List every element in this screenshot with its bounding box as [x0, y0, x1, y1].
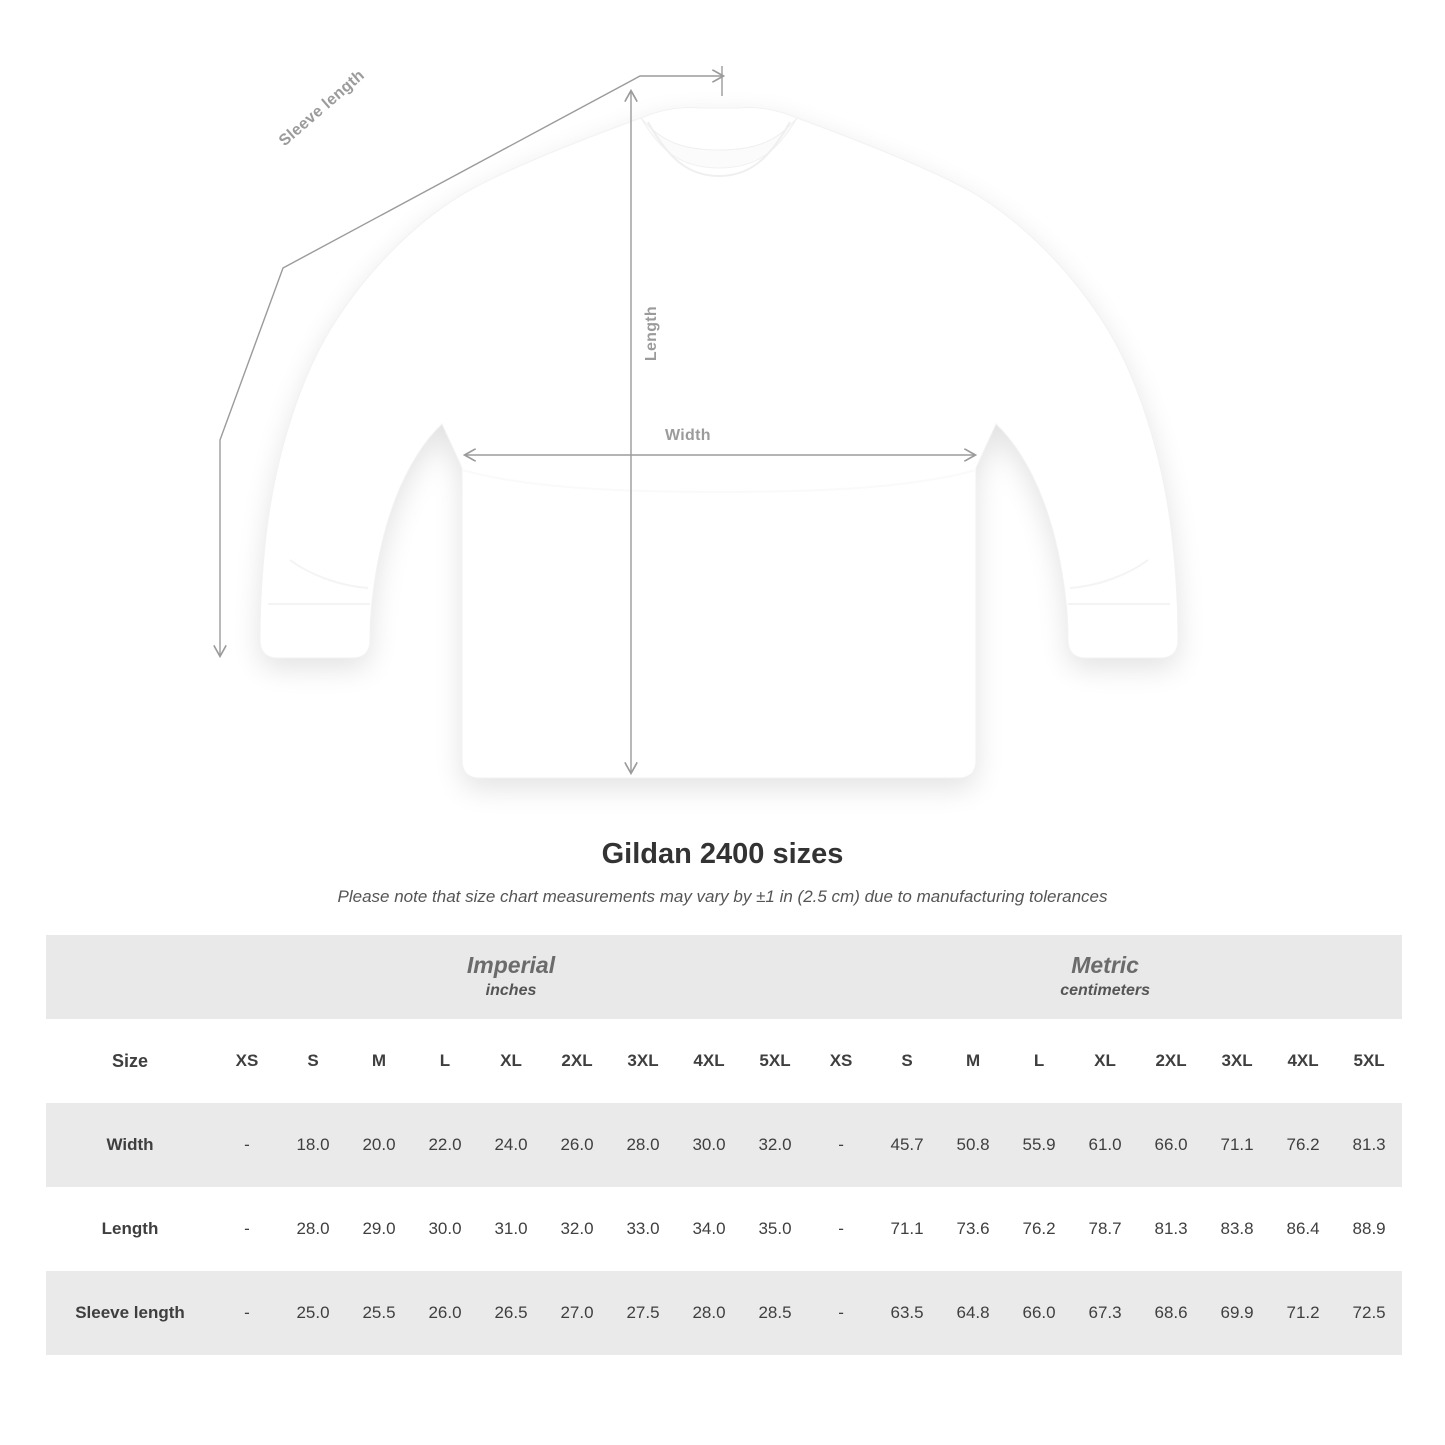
- cell-length-metric-2xl: 81.3: [1138, 1187, 1204, 1271]
- unit-name-metric: Metric: [1071, 952, 1139, 979]
- size-header-metric-xs: XS: [808, 1019, 874, 1103]
- size-header-imperial-xs: XS: [214, 1019, 280, 1103]
- cell-width-imperial-m: 20.0: [346, 1103, 412, 1187]
- size-header-metric-s: S: [874, 1019, 940, 1103]
- cell-width-imperial-4xl: 30.0: [676, 1103, 742, 1187]
- cell-sleeve-imperial-4xl: 28.0: [676, 1271, 742, 1355]
- cell-width-imperial-s: 18.0: [280, 1103, 346, 1187]
- table-row: [46, 1271, 1402, 1355]
- cell-width-imperial-xl: 24.0: [478, 1103, 544, 1187]
- cell-sleeve-imperial-l: 26.0: [412, 1271, 478, 1355]
- cell-length-imperial-5xl: 35.0: [742, 1187, 808, 1271]
- size-chart-container: [46, 935, 1399, 1355]
- cell-sleeve-imperial-m: 25.5: [346, 1271, 412, 1355]
- tolerance-note: Please note that size chart measurements may vary by ±1 in (2.5 cm) due to manufacturing tolerances: [337, 887, 1108, 906]
- cell-length-metric-3xl: 83.8: [1204, 1187, 1270, 1271]
- unit-header-imperial: [214, 935, 808, 1019]
- cell-width-metric-xs: -: [808, 1103, 874, 1187]
- cell-sleeve-imperial-3xl: 27.5: [610, 1271, 676, 1355]
- cell-width-metric-5xl: 81.3: [1336, 1103, 1402, 1187]
- cell-sleeve-imperial-s: 25.0: [280, 1271, 346, 1355]
- size-header-metric-2xl: 2XL: [1138, 1019, 1204, 1103]
- cell-length-metric-s: 71.1: [874, 1187, 940, 1271]
- table-row: [46, 1103, 1402, 1187]
- cell-sleeve-metric-m: 64.8: [940, 1271, 1006, 1355]
- cell-width-imperial-3xl: 28.0: [610, 1103, 676, 1187]
- cell-length-metric-m: 73.6: [940, 1187, 1006, 1271]
- unit-sub-metric: centimeters: [1060, 982, 1151, 1000]
- cell-sleeve-metric-3xl: 69.9: [1204, 1271, 1270, 1355]
- cell-sleeve-metric-s: 63.5: [874, 1271, 940, 1355]
- cell-width-imperial-5xl: 32.0: [742, 1103, 808, 1187]
- size-header-metric-4xl: 4XL: [1270, 1019, 1336, 1103]
- size-header-imperial-5xl: 5XL: [742, 1019, 808, 1103]
- unit-name-imperial: Imperial: [466, 952, 556, 979]
- cell-width-metric-s: 45.7: [874, 1103, 940, 1187]
- cell-length-imperial-xs: -: [214, 1187, 280, 1271]
- cell-sleeve-metric-5xl: 72.5: [1336, 1271, 1402, 1355]
- size-header-imperial-4xl: 4XL: [676, 1019, 742, 1103]
- cell-length-imperial-xl: 31.0: [478, 1187, 544, 1271]
- size-chart-table: [46, 935, 1402, 1355]
- cell-sleeve-metric-xl: 67.3: [1072, 1271, 1138, 1355]
- width-label: Width: [665, 427, 711, 444]
- size-header-metric-m: M: [940, 1019, 1006, 1103]
- cell-sleeve-metric-2xl: 68.6: [1138, 1271, 1204, 1355]
- cell-sleeve-imperial-2xl: 27.0: [544, 1271, 610, 1355]
- sleeve-length-label: Sleeve length: [276, 66, 368, 150]
- unit-header-spacer: [46, 935, 214, 1019]
- size-header-metric-5xl: 5XL: [1336, 1019, 1402, 1103]
- unit-sub-imperial: inches: [485, 982, 537, 1000]
- cell-width-metric-4xl: 76.2: [1270, 1103, 1336, 1187]
- title-block: [0, 838, 1445, 907]
- cell-length-metric-l: 76.2: [1006, 1187, 1072, 1271]
- cell-length-imperial-l: 30.0: [412, 1187, 478, 1271]
- size-header-imperial-xl: XL: [478, 1019, 544, 1103]
- cell-length-metric-4xl: 86.4: [1270, 1187, 1336, 1271]
- cell-width-imperial-xs: -: [214, 1103, 280, 1187]
- cell-sleeve-imperial-xl: 26.5: [478, 1271, 544, 1355]
- size-header-row: [46, 1019, 1402, 1103]
- cell-sleeve-metric-xs: -: [808, 1271, 874, 1355]
- row-label-length: Length: [46, 1187, 214, 1271]
- cell-width-metric-l: 55.9: [1006, 1103, 1072, 1187]
- cell-sleeve-metric-l: 66.0: [1006, 1271, 1072, 1355]
- size-header-imperial-l: L: [412, 1019, 478, 1103]
- length-label: Length: [643, 306, 660, 362]
- row-label-width: Width: [46, 1103, 214, 1187]
- cell-width-metric-m: 50.8: [940, 1103, 1006, 1187]
- cell-length-imperial-4xl: 34.0: [676, 1187, 742, 1271]
- size-header-imperial-m: M: [346, 1019, 412, 1103]
- row-label-sleeve-length: Sleeve length: [46, 1271, 214, 1355]
- size-header-metric-3xl: 3XL: [1204, 1019, 1270, 1103]
- cell-length-metric-5xl: 88.9: [1336, 1187, 1402, 1271]
- cell-length-imperial-s: 28.0: [280, 1187, 346, 1271]
- size-header-imperial-s: S: [280, 1019, 346, 1103]
- size-header-imperial-3xl: 3XL: [610, 1019, 676, 1103]
- cell-length-metric-xl: 78.7: [1072, 1187, 1138, 1271]
- cell-width-imperial-l: 22.0: [412, 1103, 478, 1187]
- cell-width-imperial-2xl: 26.0: [544, 1103, 610, 1187]
- cell-length-imperial-3xl: 33.0: [610, 1187, 676, 1271]
- shirt-shape: [260, 107, 1178, 778]
- cell-sleeve-metric-4xl: 71.2: [1270, 1271, 1336, 1355]
- cell-length-metric-xs: -: [808, 1187, 874, 1271]
- cell-width-metric-xl: 61.0: [1072, 1103, 1138, 1187]
- page-title: Gildan 2400 sizes: [601, 838, 844, 870]
- size-header-imperial-2xl: 2XL: [544, 1019, 610, 1103]
- table-row: [46, 1187, 1402, 1271]
- cell-sleeve-imperial-5xl: 28.5: [742, 1271, 808, 1355]
- cell-sleeve-imperial-xs: -: [214, 1271, 280, 1355]
- size-header-metric-l: L: [1006, 1019, 1072, 1103]
- size-header-label: Size: [46, 1019, 214, 1103]
- cell-width-metric-2xl: 66.0: [1138, 1103, 1204, 1187]
- cell-width-metric-3xl: 71.1: [1204, 1103, 1270, 1187]
- unit-header-metric: [808, 935, 1402, 1019]
- cell-length-imperial-2xl: 32.0: [544, 1187, 610, 1271]
- cell-length-imperial-m: 29.0: [346, 1187, 412, 1271]
- unit-header-row: [46, 935, 1402, 1019]
- size-header-metric-xl: XL: [1072, 1019, 1138, 1103]
